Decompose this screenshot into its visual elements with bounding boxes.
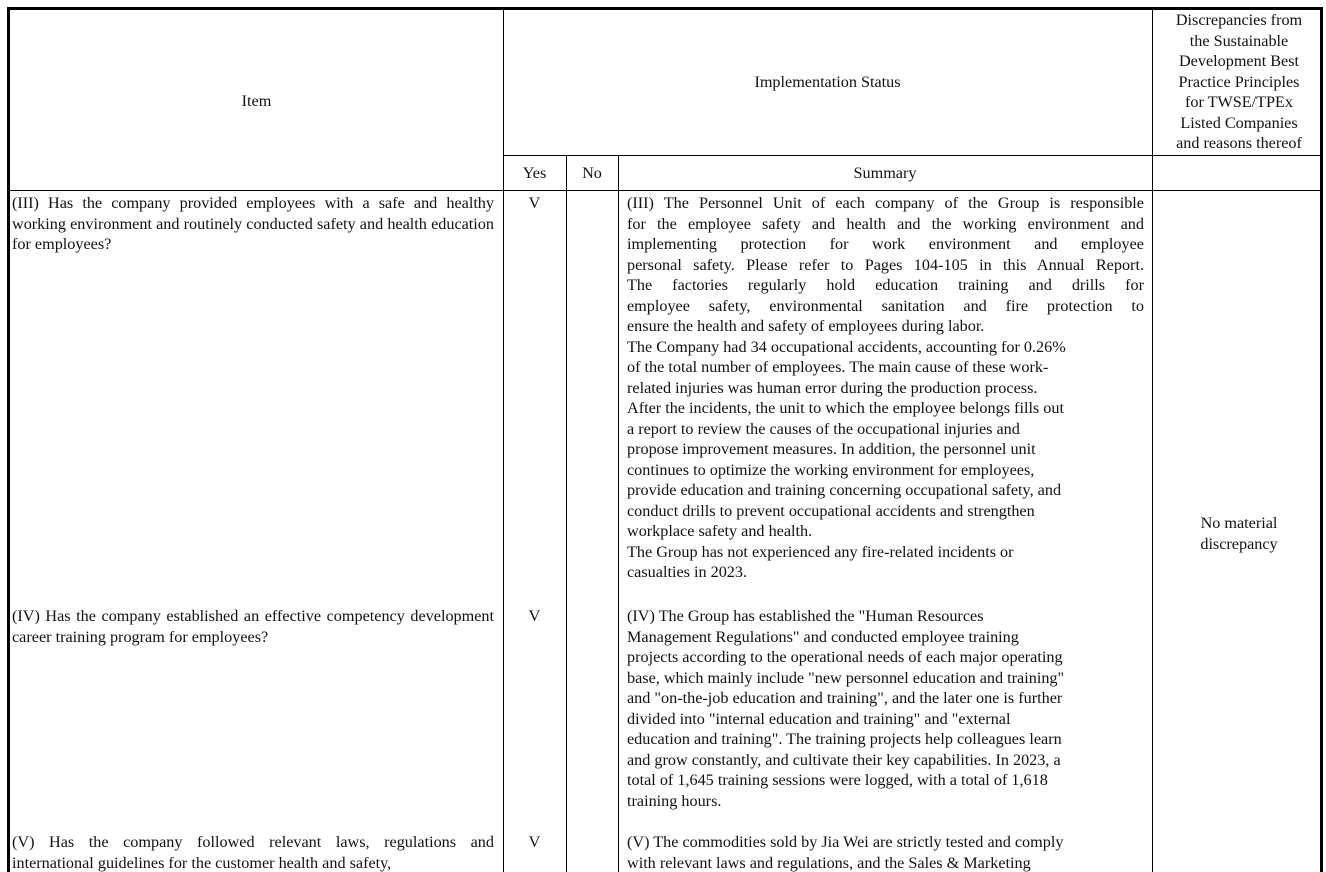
item-iv: (IV) Has the company established an effective competency development career training program for employees? [12, 607, 494, 646]
summary-v: (V) The commodities sold by Jia Wei are strictly tested and comply with relevant laws and regulations, and the Sales & Marketing [627, 833, 1064, 872]
header-discrepancies: Discrepancies from the Sustainable Development Best Practice Principles for TWSE/TPEx Listed Companies and reasons thereof [1175, 11, 1303, 152]
header-no: No [582, 164, 602, 182]
col-divider [618, 155, 619, 872]
col-divider [503, 10, 504, 872]
row-divider [503, 155, 1323, 156]
header-summary: Summary [853, 164, 917, 182]
item-iii: (III) Has the company provided employees with a safe and healthy working environment and routinely conducted safety and health education for employees? [12, 194, 494, 253]
summary-iii: (III) The Personnel Unit of each company of the Group is responsible for the employee safety and health and the working environment and implementing protection for work environment and employee personal safety. Please refer to Pages 104-105 in this Annual Report. The factories regularly hold education training and drills for employee safety, environmental sanitation and fire protection to ensure the health and safety of employees during labor. The Company had 34 occupational accidents, accounting for 0.26% of the total number of employees. The main cause of these work- related injuries was human error during the production process. After the incidents, the unit to which the employee belongs fills out a report to review the causes of the occupational injuries and propose improvement measures. In addition, the personnel unit continues to optimize the working environment for employees, provide education and training concerning occupational safety, and conduct drills to prevent occupational accidents and strengthen workplace safety and health. The Group has not experienced any fire-related incidents or casualties in 2023. [627, 194, 1144, 581]
yes-mark-iii: V [528, 194, 541, 212]
summary-iv: (IV) The Group has established the "Human Resources Management Regulations" and conducted employee training projects according to the operational needs of each major operating base, which mainly include "new personnel education and training" and "on-the-job education and training", and the later one is further divided into "internal education and training" and "external education and training". The training projects help colleagues learn and grow constantly, and cultivate their key capabilities. In 2023, a total of 1,645 training sessions were logged, with a total of 1,618 training hours. [627, 607, 1065, 810]
sustainability-table [7, 7, 1323, 872]
header-implementation-status: Implementation Status [754, 73, 901, 91]
header-item: Item [241, 92, 272, 110]
yes-mark-iv: V [528, 607, 541, 625]
col-divider [566, 155, 567, 872]
yes-mark-v: V [528, 833, 541, 851]
header-yes: Yes [522, 164, 547, 182]
row-divider [10, 190, 1323, 191]
item-v: (V) Has the company followed relevant laws, regulations and international guidelines for the customer health and safety, [12, 833, 494, 872]
discrepancy-value: No material discrepancy [1200, 514, 1278, 553]
